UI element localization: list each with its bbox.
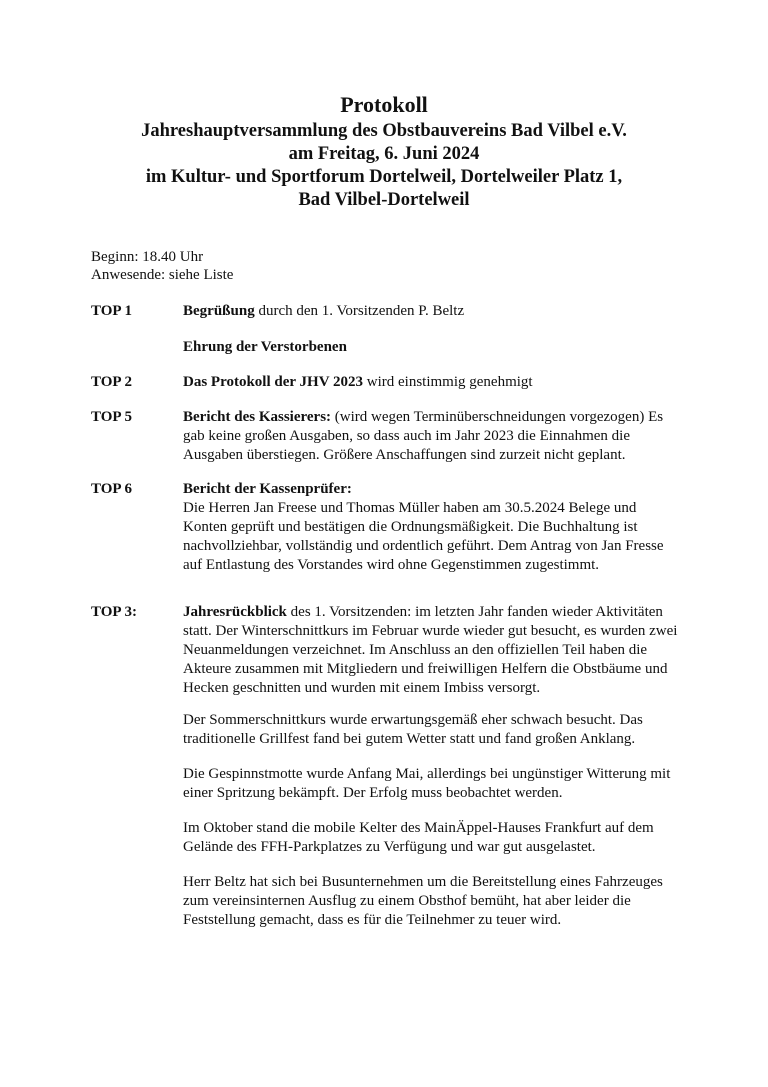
subtitle-line-1: Jahreshauptversammlung des Obstbauvereins Bad Vilbel e.V. xyxy=(141,121,627,141)
top6-body: Die Herren Jan Freese und Thomas Müller haben am 30.5.2024 Belege und Konten geprüft und bestätigen die Ordnungsmäßigkeit. Die Buchhaltung ist nachvollziehbar, vollständig und ordentlich geführt. Dem Antrag von Jan Fresse auf Entlastung des Vorstandes wird ohne Gegenstimmen zugestimmt. xyxy=(183,500,664,573)
subtitle-line-3: im Kultur- und Sportforum Dortelweil, Dortelweiler Platz 1, xyxy=(145,167,623,187)
top1-subheading: Ehrung der Verstorbenen xyxy=(183,339,347,355)
top2-text xyxy=(183,373,683,392)
top3-label: TOP 3: xyxy=(91,604,137,620)
subtitle-line-2: am Freitag, 6. Juni 2024 xyxy=(288,144,480,164)
top1-text xyxy=(183,302,683,321)
document-title: Protokoll xyxy=(340,92,428,117)
top5-text xyxy=(183,408,683,465)
top6-text xyxy=(183,480,683,575)
top1-heading: Begrüßung xyxy=(183,303,255,319)
top3-paragraph-2: Die Gespinnstmotte wurde Anfang Mai, allerdings bei ungünstiger Witterung mit einer Spritzung bekämpft. Der Erfolg muss beobachtet werden. xyxy=(183,766,671,801)
top3-body: des 1. Vorsitzenden: im letzten Jahr fanden wieder Aktivitäten statt. Der Winterschnittkurs im Februar wurde wieder gut besucht, es wurden zwei Neuanmeldungen verzeichnet. Im Anschluss an den offiziellen Teil haben die Akteure zusammen mit Mitgliedern und freiwilligen Helfern die Obstbäume und Hecken geschnitten und wurden mit einem Imbiss versorgt. xyxy=(183,604,678,696)
top2-body: wird einstimmig genehmigt xyxy=(363,374,533,390)
top5-heading: Bericht des Kassierers: xyxy=(183,409,332,425)
subtitle-line-4: Bad Vilbel-Dortelweil xyxy=(298,190,470,210)
top3-text xyxy=(183,603,683,698)
meeting-attendees: Anwesende: siehe Liste xyxy=(91,267,234,283)
top3-paragraph-4: Herr Beltz hat sich bei Busunternehmen um die Bereitstellung eines Fahrzeuges zum vereinsinternen Ausflug zu einem Obsthof bemüht, hat aber leider die Feststellung gemacht, dass es für die Teilnehmer zu teuer wird. xyxy=(183,874,663,928)
top1-label: TOP 1 xyxy=(91,303,132,319)
top2-label: TOP 2 xyxy=(91,374,132,390)
meeting-begin: Beginn: 18.40 Uhr xyxy=(91,249,204,265)
top3-paragraph-1: Der Sommerschnittkurs wurde erwartungsgemäß eher schwach besucht. Das traditionelle Grillfest fand bei gutem Wetter statt und fand großen Anklang. xyxy=(183,712,643,747)
top3-heading: Jahresrückblick xyxy=(183,604,287,620)
top5-label: TOP 5 xyxy=(91,409,132,425)
document-subtitle xyxy=(0,120,768,212)
top5-body: (wird wegen Terminüberschneidungen vorgezogen) Es gab keine großen Ausgaben, so dass auch im Jahr 2023 die Einnahmen die Ausgaben überstiegen. Größere Anschaffungen sind zurzeit nicht geplant. xyxy=(183,409,664,463)
top6-heading: Bericht der Kassenprüfer: xyxy=(183,481,352,497)
top2-heading: Das Protokoll der JHV 2023 xyxy=(183,374,364,390)
top3-paragraph-3: Im Oktober stand die mobile Kelter des MainÄppel-Hauses Frankfurt auf dem Gelände des FFH-Parkplatzes zu Verfügung und war gut ausgelastet. xyxy=(183,820,654,855)
top6-label: TOP 6 xyxy=(91,481,132,497)
top1-body: durch den 1. Vorsitzenden P. Beltz xyxy=(254,303,465,319)
